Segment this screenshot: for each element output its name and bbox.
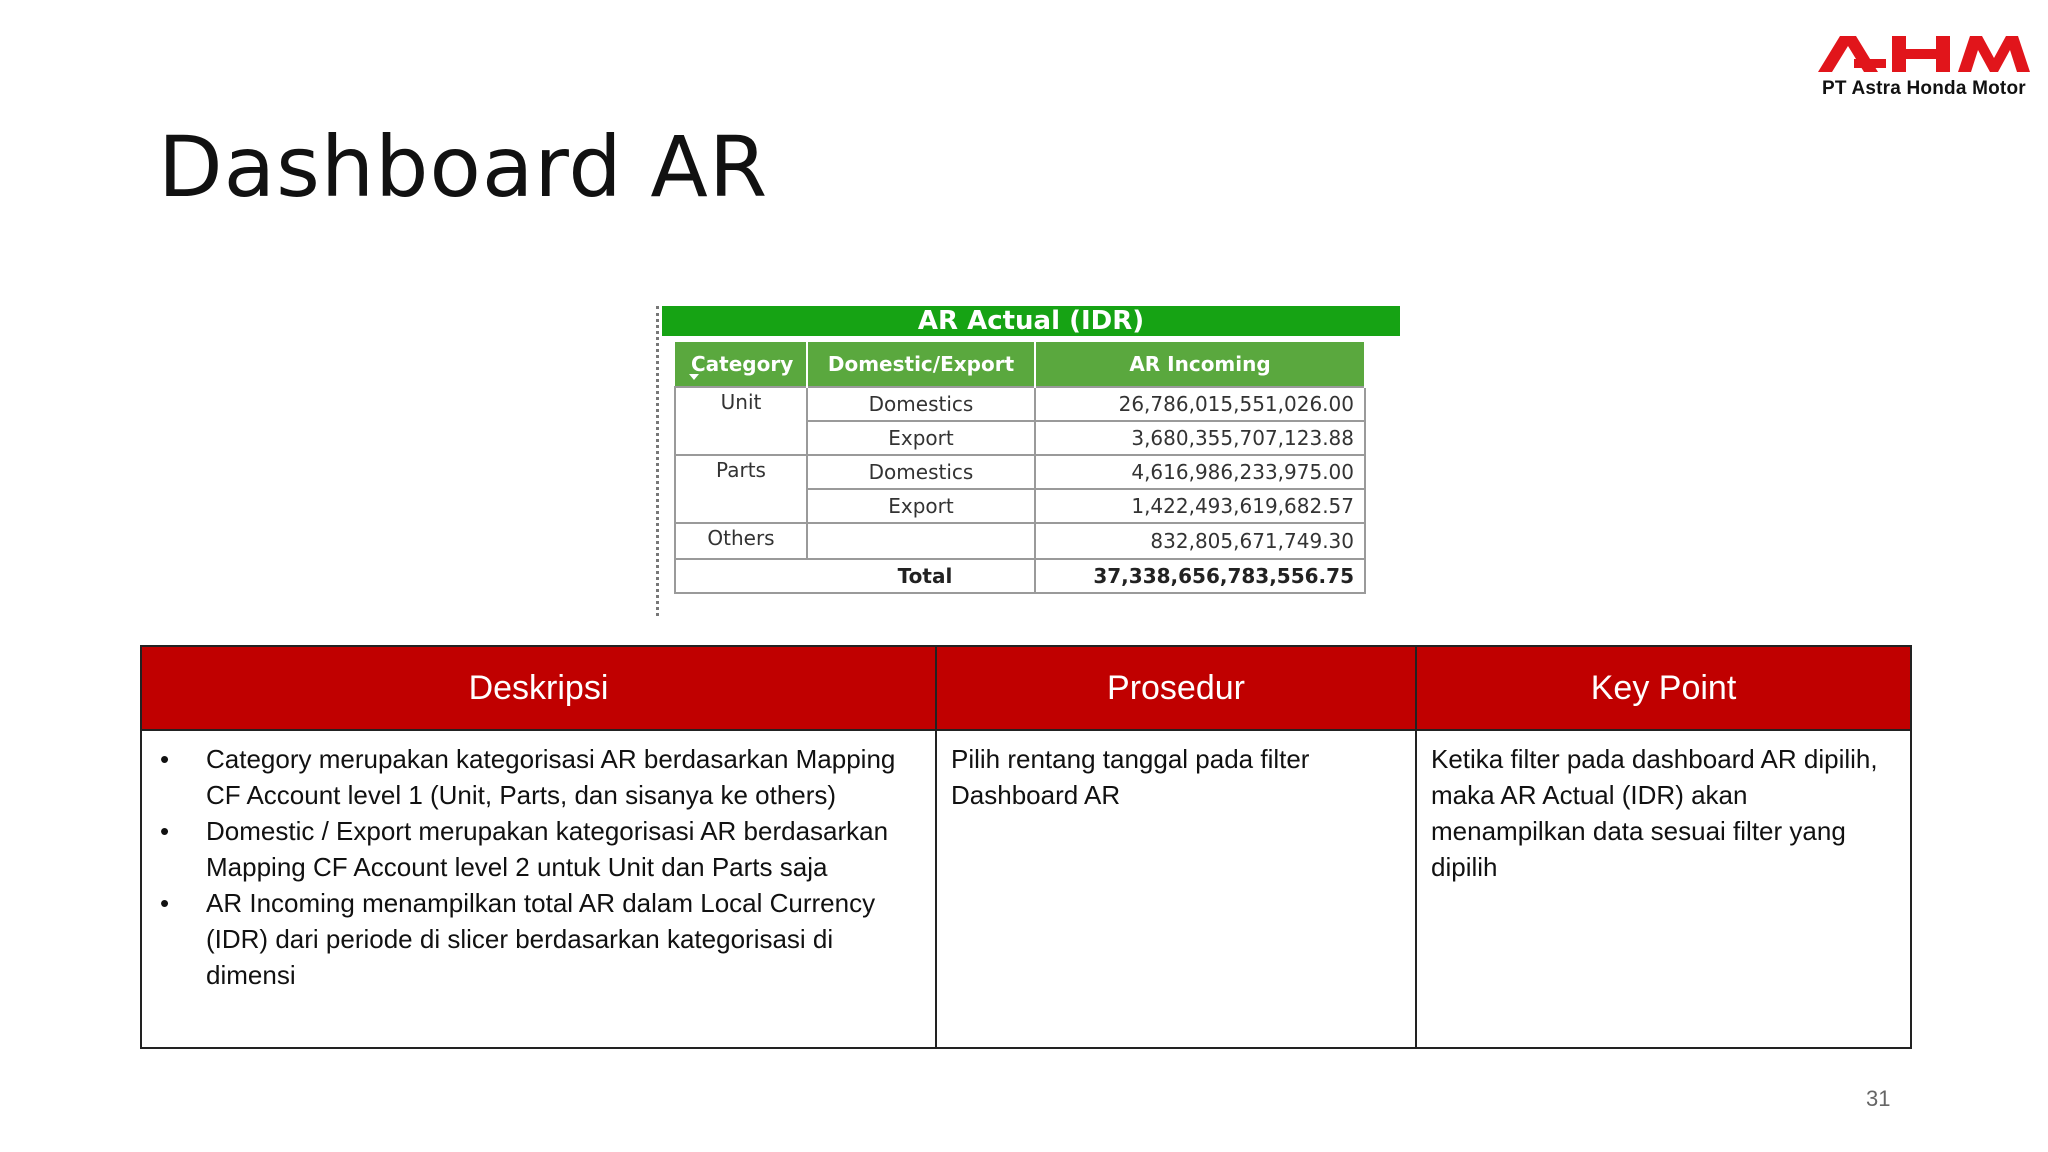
category-cell: Unit	[675, 387, 807, 455]
ar-incoming-cell: 4,616,986,233,975.00	[1035, 455, 1365, 489]
sort-arrow-icon[interactable]	[689, 374, 699, 380]
info-table	[140, 645, 1912, 1049]
ahm-logo	[1818, 36, 2038, 106]
ar-incoming-cell: 3,680,355,707,123.88	[1035, 421, 1365, 455]
header-prosedur: Prosedur	[936, 646, 1416, 730]
list-item: • Domestic / Export merupakan kategorisasi AR berdasarkan Mapping CF Account level 2 untuk Unit dan Parts saja	[156, 813, 921, 885]
widget-border	[656, 306, 659, 616]
column-header-label: Category	[691, 352, 794, 376]
ar-incoming-cell: 26,786,015,551,026.00	[1035, 387, 1365, 421]
ar-actual-widget	[652, 306, 1400, 616]
info-header-row	[141, 646, 1911, 730]
prosedur-cell: Pilih rentang tanggal pada filter Dashboard AR	[936, 730, 1416, 1048]
table-row	[675, 455, 1365, 489]
column-header-domestic-export[interactable]: Domestic/Export	[807, 342, 1035, 387]
deskripsi-cell	[141, 730, 936, 1048]
category-cell: Others	[675, 523, 807, 559]
domestic-export-cell	[807, 523, 1035, 559]
list-item: • AR Incoming menampilkan total AR dalam Local Currency (IDR) dari periode di slicer berdasarkan kategorisasi di dimensi	[156, 885, 921, 993]
total-value: 37,338,656,783,556.75	[1035, 559, 1365, 593]
column-header-category[interactable]	[675, 342, 807, 387]
ar-actual-table	[674, 342, 1366, 594]
category-cell: Parts	[675, 455, 807, 523]
domestic-export-cell: Domestics	[807, 387, 1035, 421]
column-header-ar-incoming[interactable]: AR Incoming	[1035, 342, 1365, 387]
info-body-row	[141, 730, 1911, 1048]
header-key-point: Key Point	[1416, 646, 1911, 730]
domestic-export-cell: Domestics	[807, 455, 1035, 489]
key-point-cell: Ketika filter pada dashboard AR dipilih, maka AR Actual (IDR) akan menampilkan data sesuai filter yang dipilih	[1416, 730, 1911, 1048]
ar-incoming-cell: 832,805,671,749.30	[1035, 523, 1365, 559]
ar-incoming-cell: 1,422,493,619,682.57	[1035, 489, 1365, 523]
page-title: Dashboard AR	[158, 118, 769, 216]
total-label: Total	[675, 559, 1035, 593]
domestic-export-cell: Export	[807, 489, 1035, 523]
total-row	[675, 559, 1365, 593]
ahm-wordmark-logo	[1818, 36, 2030, 72]
header-deskripsi: Deskripsi	[141, 646, 936, 730]
list-item: • Category merupakan kategorisasi AR berdasarkan Mapping CF Account level 1 (Unit, Parts, dan sisanya ke others)	[156, 741, 921, 813]
page-number: 31	[1866, 1086, 1891, 1111]
ar-header-row	[675, 342, 1365, 387]
deskripsi-list	[156, 741, 921, 993]
domestic-export-cell: Export	[807, 421, 1035, 455]
widget-title: AR Actual (IDR)	[662, 306, 1400, 336]
table-row	[675, 387, 1365, 421]
table-row	[675, 523, 1365, 559]
company-name: PT Astra Honda Motor	[1822, 78, 2026, 99]
